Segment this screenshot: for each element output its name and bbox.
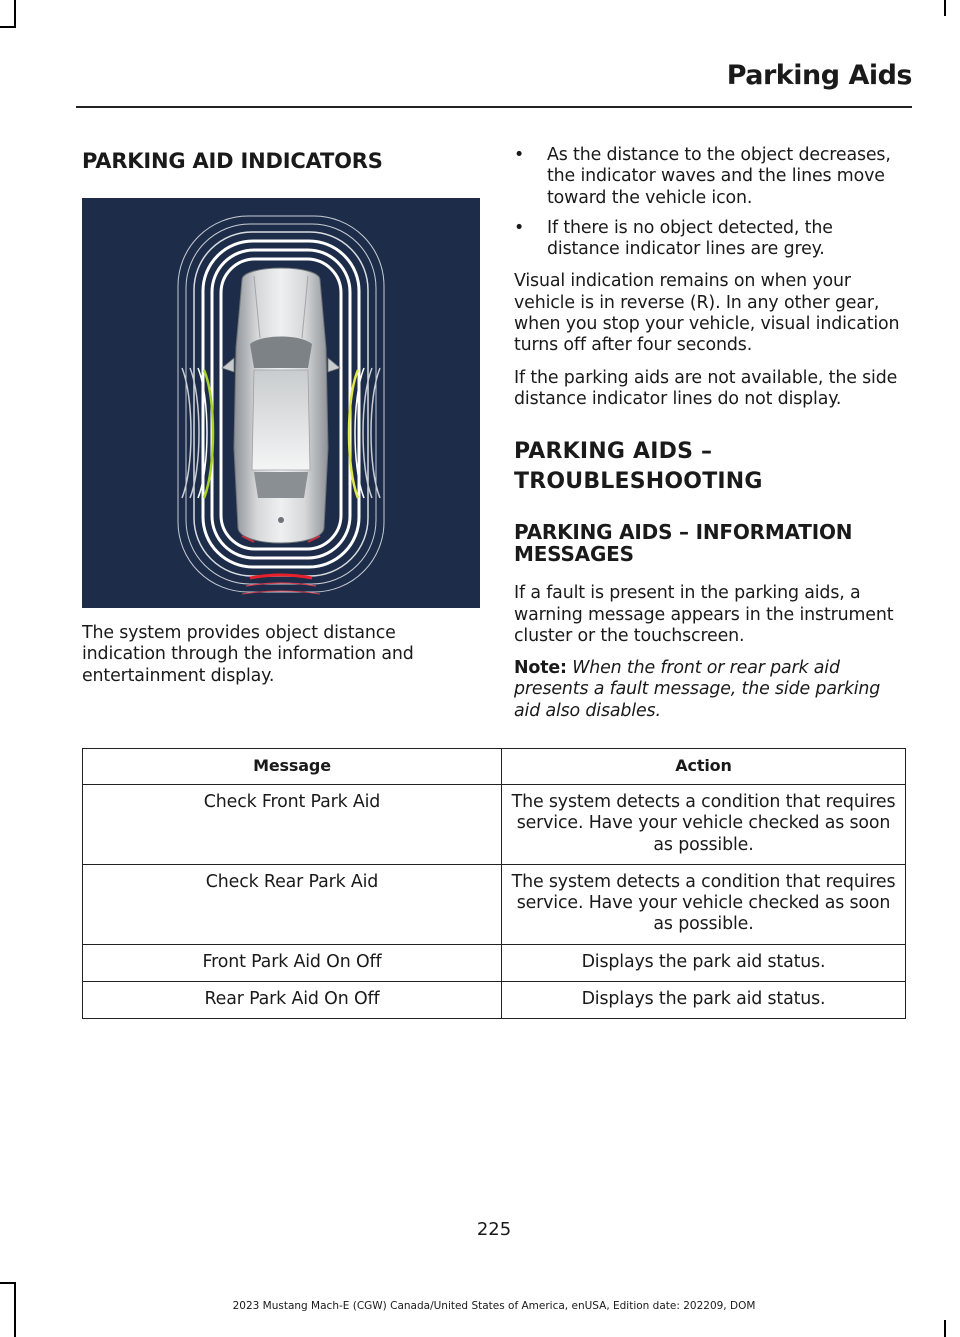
- heading-line: PARKING AIDS –: [514, 439, 713, 465]
- crop-mark: [944, 0, 946, 16]
- crop-mark: [0, 1282, 16, 1284]
- left-column: [82, 145, 482, 686]
- note-label: Note:: [514, 658, 567, 679]
- parking-aid-indicator-figure: [82, 198, 480, 608]
- figure-description: The system provides object distance indication through the information and entertainment display.: [82, 623, 414, 686]
- column-header-action: Action: [502, 749, 906, 785]
- action-cell: The system detects a condition that requires service. Have your vehicle checked as soon as possible.: [502, 864, 906, 944]
- table-header-row: [83, 749, 906, 785]
- crop-mark: [14, 0, 16, 28]
- list-item: [514, 218, 909, 261]
- message-cell: Check Rear Park Aid: [83, 864, 502, 944]
- crop-mark: [0, 26, 16, 28]
- note-paragraph: [514, 658, 909, 722]
- crop-mark: [944, 1320, 946, 1337]
- information-messages-table: [82, 748, 906, 1019]
- message-cell: Rear Park Aid On Off: [83, 982, 502, 1019]
- table-row: [83, 982, 906, 1019]
- section-heading-troubleshooting: [514, 437, 909, 497]
- action-cell: Displays the park aid status.: [502, 944, 906, 981]
- document-footer: 2023 Mustang Mach-E (CGW) Canada/United States of America, enUSA, Edition date: 202209, DOM: [232, 1300, 756, 1312]
- bullet-symbol: •: [514, 145, 525, 165]
- bullet-text: If there is no object detected, the distance indicator lines are grey.: [547, 217, 833, 260]
- message-cell: Front Park Aid On Off: [83, 944, 502, 981]
- heading-line: TROUBLESHOOTING: [514, 469, 763, 495]
- list-item: [514, 145, 909, 209]
- indicator-bullet-list: [514, 145, 909, 260]
- table-row: [83, 944, 906, 981]
- bullet-symbol: •: [514, 217, 525, 238]
- section-heading-parking-aid-indicators: PARKING AID INDICATORS: [82, 149, 383, 173]
- bullet-text: As the distance to the object decreases, the indicator waves and the lines move toward the vehicle icon.: [547, 145, 891, 208]
- subheading-information-messages: PARKING AIDS – INFORMATION MESSAGES: [514, 520, 853, 567]
- action-cell: Displays the park aid status.: [502, 982, 906, 1019]
- page-number: 225: [476, 1219, 512, 1240]
- note-text: When the front or rear park aid presents a fault message, the side parking aid also disables.: [514, 658, 881, 721]
- fault-paragraph: If a fault is present in the parking aids, a warning message appears in the instrument cluster or the touchscreen.: [514, 583, 894, 646]
- visual-indication-paragraph: Visual indication remains on when your vehicle is in reverse (R). In any other gear, when you stop your vehicle, visual indication turns off after four seconds.: [514, 271, 900, 356]
- header-divider: [76, 106, 912, 108]
- right-column: [514, 145, 909, 722]
- action-cell: The system detects a condition that requires service. Have your vehicle checked as soon as possible.: [502, 785, 906, 865]
- vehicle-top-view-icon: [82, 198, 480, 608]
- not-available-paragraph: If the parking aids are not available, the side distance indicator lines do not display.: [514, 367, 898, 409]
- table-row: [83, 785, 906, 865]
- message-cell: Check Front Park Aid: [83, 785, 502, 865]
- page-header-title: Parking Aids: [726, 60, 912, 91]
- column-header-message: Message: [83, 749, 502, 785]
- table-row: [83, 864, 906, 944]
